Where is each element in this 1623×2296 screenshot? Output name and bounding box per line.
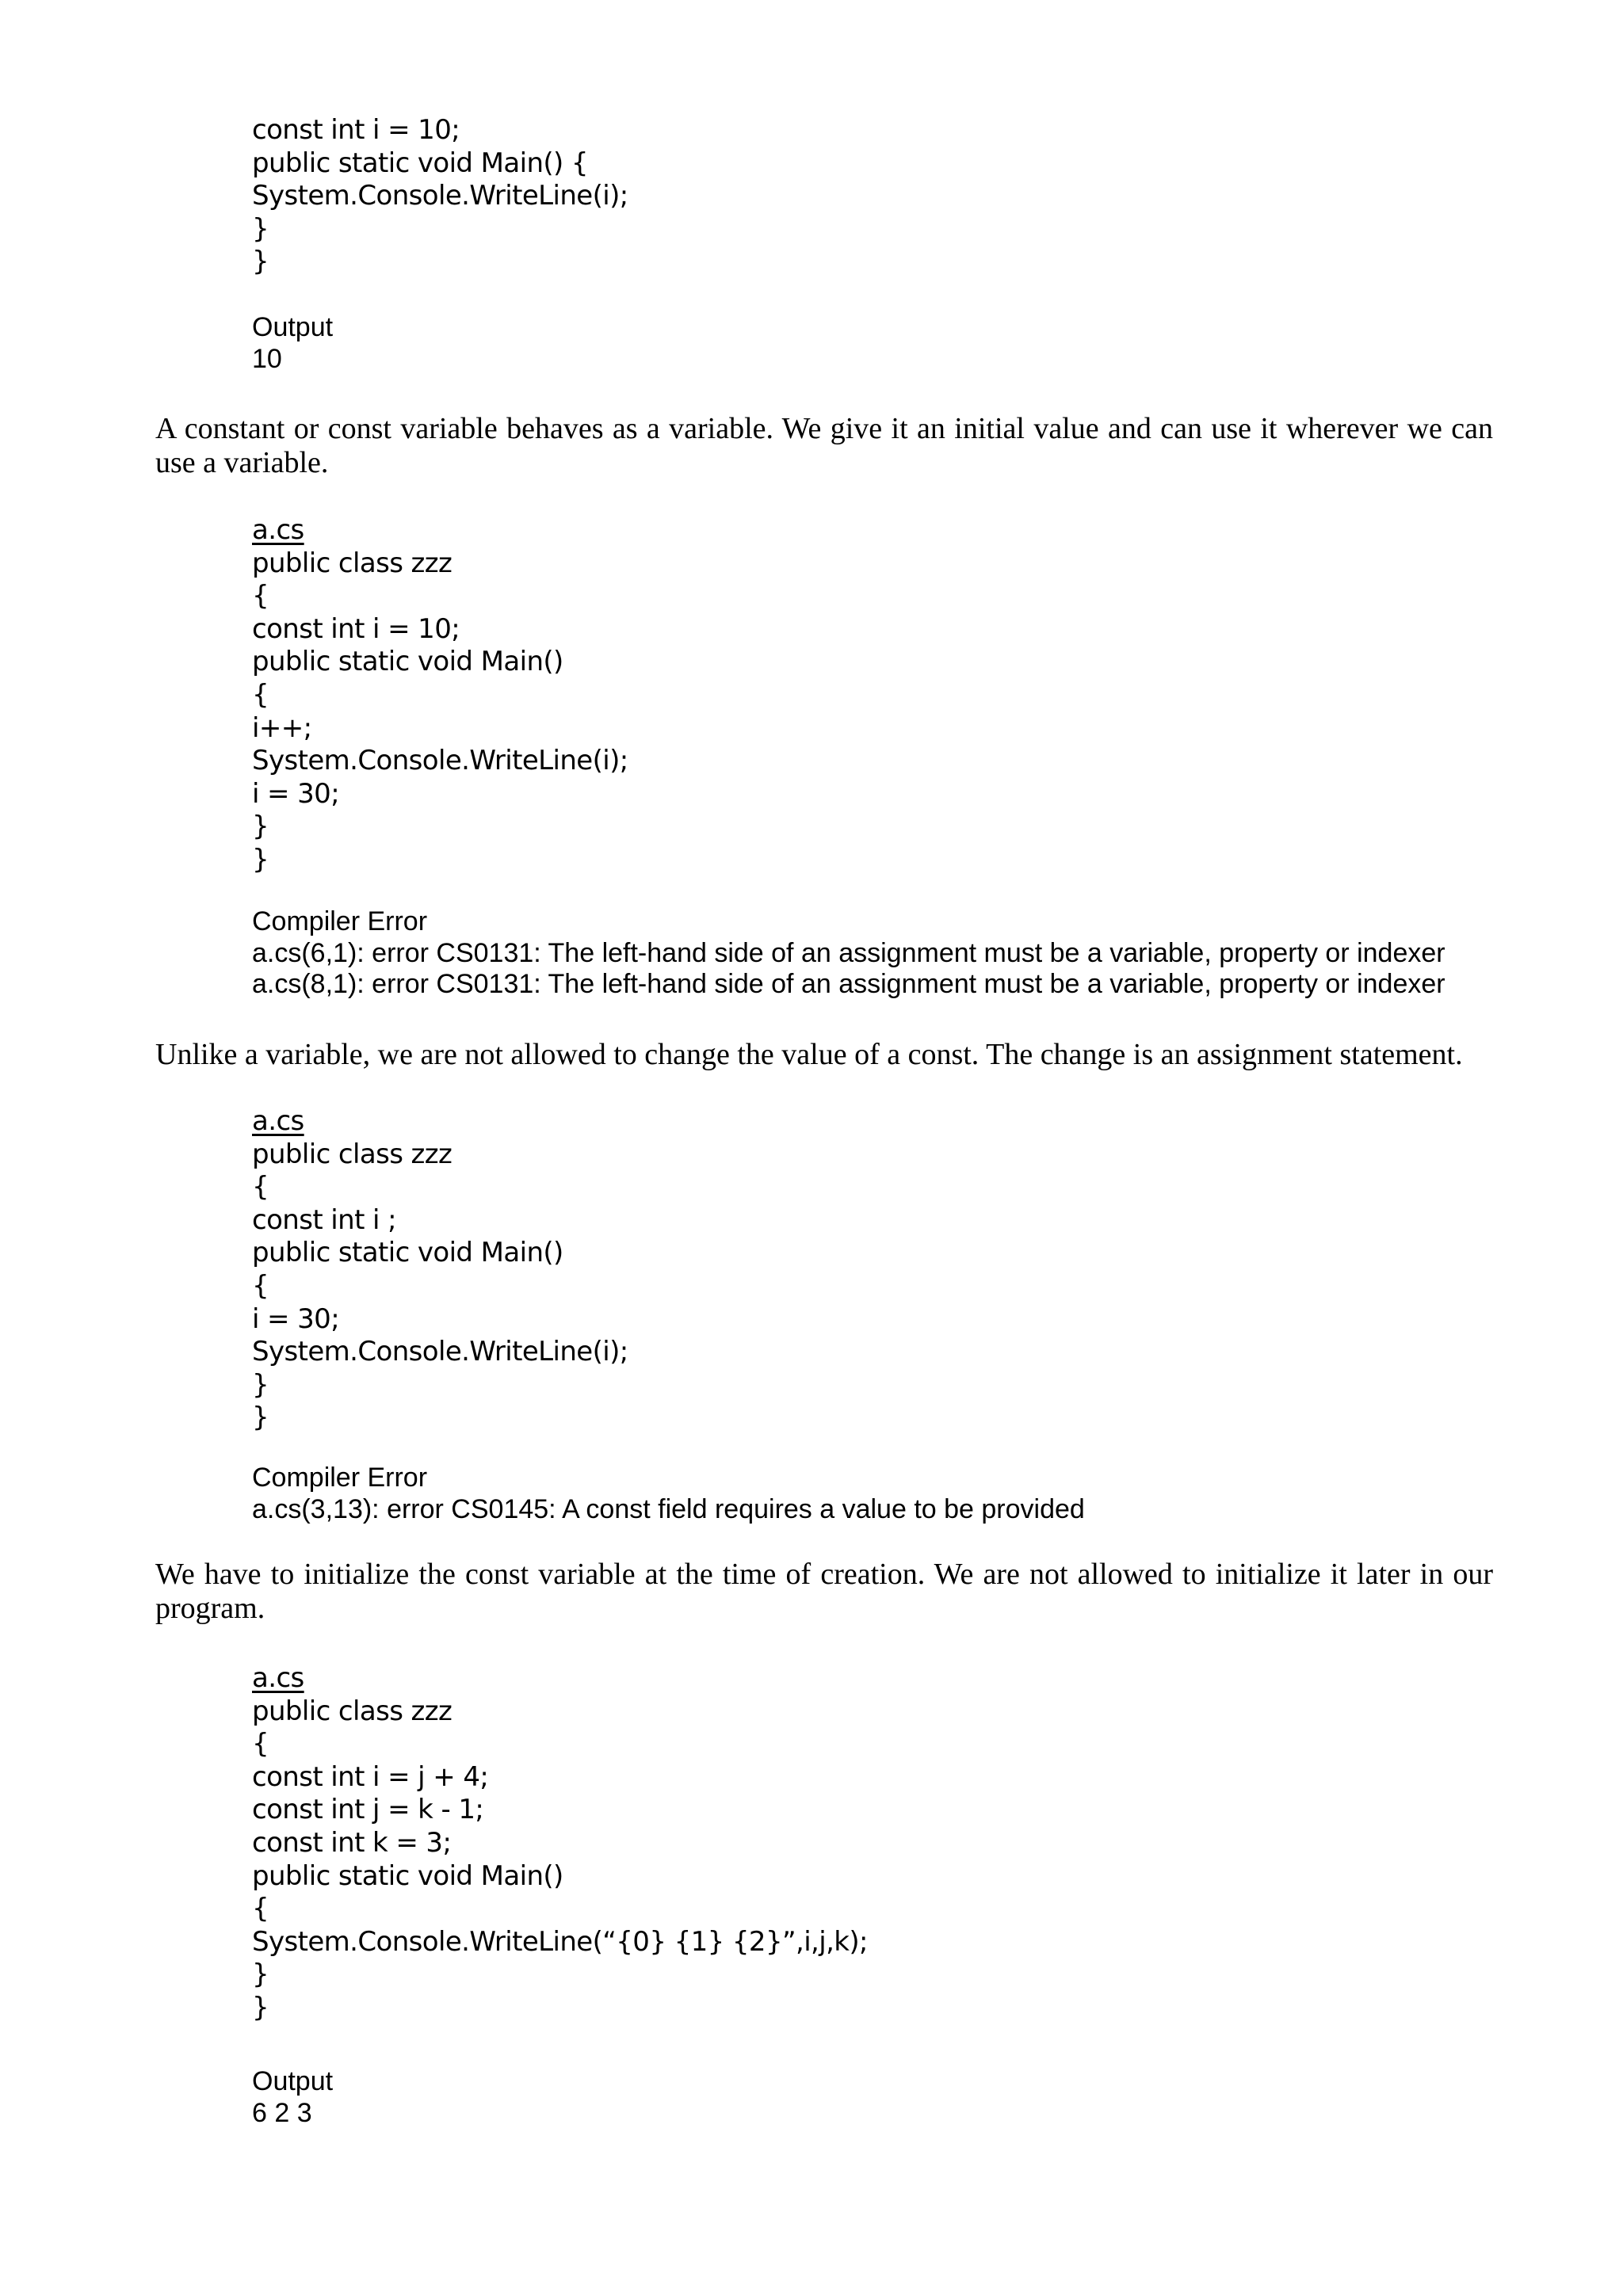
code-line: { bbox=[252, 1893, 269, 1925]
output-label: Output bbox=[252, 312, 334, 342]
code-line: } bbox=[252, 843, 269, 875]
output-block-4 bbox=[252, 2066, 1599, 2129]
code-line: } bbox=[252, 1958, 269, 1991]
output-block-1 bbox=[252, 312, 1599, 375]
code-line: System.Console.WriteLine(“{0} {1} {2}”,i,j,k); bbox=[252, 1925, 868, 1958]
code-listing-1 bbox=[252, 114, 1568, 279]
code-line: public static void Main() bbox=[252, 646, 563, 678]
code-line: const int j = k - 1; bbox=[252, 1794, 484, 1826]
paragraph-1: A constant or const variable behaves as a variable. We give it an initial value and can use it wherever we can use a variable. bbox=[155, 412, 1493, 479]
code-listing-4 bbox=[252, 1662, 1568, 2025]
output-label: Compiler Error bbox=[252, 906, 428, 936]
code-line: } bbox=[252, 1368, 269, 1401]
output-line: a.cs(6,1): error CS0131: The left-hand side of an assignment must be a variable, property or indexer bbox=[252, 937, 1445, 968]
code-line: const int i = 10; bbox=[252, 612, 460, 645]
output-line: a.cs(8,1): error CS0131: The left-hand side of an assignment must be a variable, property or indexer bbox=[252, 969, 1445, 999]
code-line: { bbox=[252, 1269, 269, 1302]
code-line: const int i = j + 4; bbox=[252, 1760, 489, 1793]
code-line: { bbox=[252, 580, 269, 612]
filename-label: a.cs bbox=[252, 1105, 304, 1137]
code-line: i = 30; bbox=[252, 777, 340, 810]
code-listing-3 bbox=[252, 1105, 1568, 1435]
output-line: a.cs(3,13): error CS0145: A const field requires a value to be provided bbox=[252, 1493, 1085, 1524]
output-label: Compiler Error bbox=[252, 1463, 428, 1493]
code-line: const int i ; bbox=[252, 1203, 396, 1236]
filename-label: a.cs bbox=[252, 514, 304, 546]
paragraph-3: We have to initialize the const variable at the time of creation. We are not allowed to initialize it later in our program. bbox=[155, 1558, 1493, 1625]
code-line: public class zzz bbox=[252, 547, 453, 579]
output-line: 6 2 3 bbox=[252, 2097, 312, 2128]
code-line: public static void Main() { bbox=[252, 147, 588, 179]
code-line: public class zzz bbox=[252, 1138, 453, 1170]
output-label: Output bbox=[252, 2066, 334, 2096]
code-line: { bbox=[252, 678, 269, 711]
code-line: } bbox=[252, 246, 269, 278]
code-line: i++; bbox=[252, 711, 312, 744]
output-line: 10 bbox=[252, 343, 282, 374]
code-line: { bbox=[252, 1728, 269, 1760]
code-line: const int k = 3; bbox=[252, 1826, 452, 1859]
code-line: } bbox=[252, 1402, 269, 1434]
code-line: public class zzz bbox=[252, 1695, 453, 1727]
code-line: const int i = 10; bbox=[252, 114, 460, 146]
code-line: i = 30; bbox=[252, 1302, 340, 1335]
paragraph-2: Unlike a variable, we are not allowed to change the value of a const. The change is an assignment statement. bbox=[155, 1038, 1463, 1071]
output-block-3 bbox=[252, 1463, 1599, 1525]
code-line: public static void Main() bbox=[252, 1237, 563, 1269]
output-block-2 bbox=[252, 906, 1599, 1001]
code-line: } bbox=[252, 1991, 269, 2023]
filename-label: a.cs bbox=[252, 1662, 304, 1694]
code-line: System.Console.WriteLine(i); bbox=[252, 180, 628, 212]
code-line: } bbox=[252, 212, 269, 245]
code-line: } bbox=[252, 810, 269, 843]
code-listing-2 bbox=[252, 514, 1568, 877]
code-line: { bbox=[252, 1171, 269, 1203]
code-line: System.Console.WriteLine(i); bbox=[252, 1336, 628, 1368]
code-line: System.Console.WriteLine(i); bbox=[252, 745, 628, 777]
code-line: public static void Main() bbox=[252, 1859, 563, 1892]
